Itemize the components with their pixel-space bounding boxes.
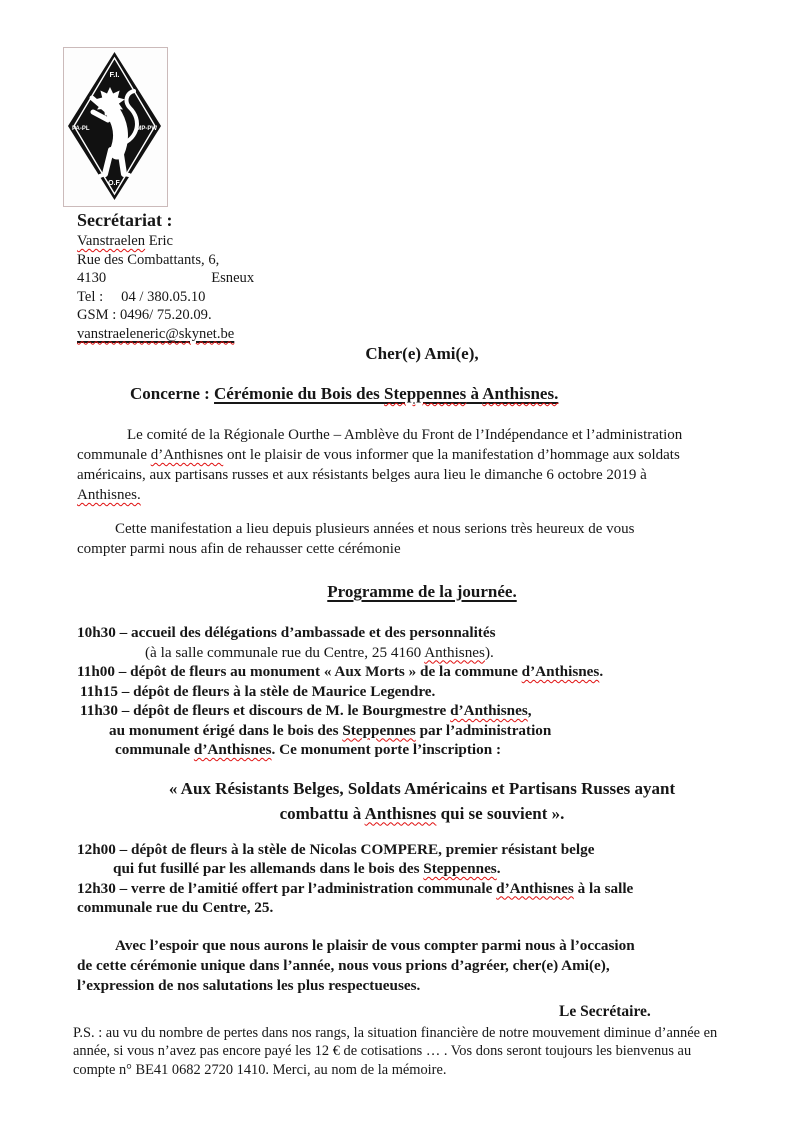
text-line bbox=[77, 776, 767, 801]
text-run: Tel : bbox=[77, 288, 104, 305]
text-line bbox=[77, 662, 767, 682]
salutation: Cher(e) Ami(e), bbox=[365, 344, 479, 363]
text-run: compter parmi nous afin de rehausser cette cérémonie bbox=[77, 541, 401, 557]
spellcheck-flagged-word: d’Anthisnes bbox=[450, 702, 528, 719]
text-line bbox=[77, 898, 767, 918]
text-run: Avec l’espoir que nous aurons le plaisir de vous compter parmi nous à l’occasion bbox=[115, 936, 635, 954]
spellcheck-flagged-word: Vanstraelen bbox=[77, 233, 146, 249]
text-line bbox=[77, 539, 767, 559]
fi-lion-emblem-icon bbox=[64, 48, 165, 204]
spellcheck-flagged-word: Anthisnes bbox=[424, 643, 485, 661]
text-line bbox=[77, 269, 767, 288]
text-run: , bbox=[527, 702, 532, 719]
text-run: 12h30 – verre de l’amitié offert par l’administration communale bbox=[77, 879, 497, 897]
text-line bbox=[77, 721, 767, 741]
text-run: 11h15 – dépôt de fleurs à la stèle de Maurice Legendre. bbox=[80, 682, 436, 700]
text-line bbox=[77, 485, 767, 505]
spellcheck-flagged-word: d’Anthisnes bbox=[496, 879, 574, 897]
emblem-text-bottom: O.F. bbox=[108, 180, 121, 187]
text-run: combattu à bbox=[279, 803, 365, 823]
text-line bbox=[77, 232, 767, 251]
spellcheck-flagged-word: Steppennes bbox=[342, 721, 416, 739]
text-run: compte n° BE41 0682 2720 1410. Merci, au nom de la mémoire. bbox=[73, 1061, 447, 1078]
text-run: qui fut fusillé par les allemands dans le bois des bbox=[113, 860, 424, 877]
text-line bbox=[77, 623, 767, 643]
signature: Le Secrétaire. bbox=[559, 1002, 651, 1020]
postscript bbox=[73, 1024, 767, 1080]
spellcheck-flagged-word: Anthisnes bbox=[364, 803, 437, 823]
program-heading-text: Programme de la journée. bbox=[327, 582, 517, 601]
monument-inscription bbox=[77, 776, 767, 826]
text-line bbox=[77, 936, 767, 956]
text-line bbox=[73, 1024, 767, 1043]
text-run: 04 / 380.05.10 bbox=[121, 288, 206, 305]
text-run: . Ce monument porte l’inscription : bbox=[271, 741, 502, 758]
text-line bbox=[77, 288, 767, 307]
program-schedule-noon bbox=[77, 840, 767, 918]
text-run: communale bbox=[77, 447, 151, 463]
text-line bbox=[77, 519, 767, 539]
text-line bbox=[77, 701, 767, 721]
text-run: américains, aux partisans russes et aux résistants belges aura lieu le dimanche 6 octobre 2019 à bbox=[77, 467, 647, 483]
paragraph-invitation bbox=[77, 519, 767, 559]
text-line bbox=[73, 1061, 767, 1080]
emblem-text-top: F.I. bbox=[109, 70, 120, 79]
text-run: Concerne : bbox=[130, 384, 215, 403]
spellcheck-flagged-word: d’Anthisnes bbox=[193, 741, 272, 758]
text-run: l’expression de nos salutations les plus respectueuses. bbox=[77, 976, 421, 994]
spellcheck-flagged-word: Anthisnes. bbox=[77, 487, 141, 503]
text-line bbox=[77, 306, 767, 325]
text-line bbox=[77, 740, 767, 760]
subject-line bbox=[77, 383, 767, 405]
text-run: Le comité de la Régionale Ourthe – Amblève du Front de l’Indépendance et l’administration bbox=[127, 427, 683, 443]
text-run: 11h30 – dépôt de fleurs et discours de M. le Bourgmestre bbox=[80, 702, 451, 719]
spellcheck-flagged-word: Steppennes bbox=[423, 860, 497, 877]
text-line bbox=[77, 425, 767, 445]
text-line bbox=[130, 383, 767, 405]
spellcheck-flagged-word: vanstraeleneric@skynet.be bbox=[77, 325, 235, 342]
text-run: . bbox=[496, 860, 501, 877]
text-run: à la salle bbox=[573, 879, 634, 897]
text-run: ont le plaisir de vous informer que la manifestation d’hommage aux soldats bbox=[223, 447, 680, 463]
text-run: 12h00 – dépôt de fleurs à la stèle de Nicolas COMPERE, premier résistant belge bbox=[77, 840, 595, 858]
text-line bbox=[77, 956, 767, 976]
text-line bbox=[77, 251, 767, 270]
text-run: . bbox=[599, 663, 604, 680]
paragraph-introduction bbox=[77, 425, 767, 505]
text-run: Esneux bbox=[211, 270, 255, 286]
emblem-text-right: MP-PW bbox=[136, 126, 157, 132]
text-run: Cérémonie du Bois des bbox=[214, 384, 385, 403]
spellcheck-flagged-word: Steppennes bbox=[384, 384, 467, 403]
spellcheck-flagged-word bbox=[384, 384, 466, 403]
text-run: qui se souvient ». bbox=[436, 803, 565, 823]
spellcheck-flagged-word bbox=[77, 326, 234, 342]
text-line bbox=[77, 840, 767, 860]
text-run: à bbox=[466, 384, 483, 403]
text-line bbox=[77, 801, 767, 826]
organization-logo bbox=[63, 47, 168, 207]
spellcheck-flagged-word: Anthisnes. bbox=[482, 384, 559, 403]
text-line bbox=[77, 879, 767, 899]
text-run: Cette manifestation a lieu depuis plusieurs années et nous serions très heureux de vous bbox=[115, 521, 635, 537]
text-line bbox=[73, 1042, 767, 1061]
text-run: communale bbox=[115, 741, 194, 758]
emblem-text-left: PA-PL bbox=[72, 126, 90, 132]
secretariat-details bbox=[77, 232, 767, 343]
spellcheck-flagged-word bbox=[482, 384, 558, 403]
spellcheck-flagged-word: d’Anthisnes bbox=[150, 447, 224, 463]
text-run: 11h00 – dépôt de fleurs au monument « Aux Morts » de la commune bbox=[77, 663, 522, 680]
text-line bbox=[77, 445, 767, 465]
text-line bbox=[77, 465, 767, 485]
spellcheck-flagged-word: d’Anthisnes bbox=[521, 663, 600, 680]
text-run: (à la salle communale rue du Centre, 25 4160 bbox=[145, 643, 425, 661]
text-run: 10h30 – accueil des délégations d’ambassade et des personnalités bbox=[77, 624, 496, 641]
text-line bbox=[77, 643, 767, 663]
text-run: « Aux Résistants Belges, Soldats Américains et Partisans Russes ayant bbox=[168, 778, 676, 798]
text-run: au monument érigé dans le bois des bbox=[109, 721, 343, 739]
program-schedule-morning bbox=[77, 623, 767, 760]
text-run: de cette cérémonie unique dans l’année, nous vous prions d’agréer, cher(e) Ami(e), bbox=[77, 956, 610, 974]
text-run: P.S. : au vu du nombre de pertes dans nos rangs, la situation financière de notre mouvement diminue d’année en bbox=[73, 1024, 718, 1041]
text-line bbox=[77, 325, 767, 344]
text-run: Eric bbox=[145, 233, 174, 249]
text-run: par l’administration bbox=[415, 721, 552, 739]
secretariat-heading: Secrétariat : bbox=[77, 210, 173, 230]
text-run: Rue des Combattants, 6, bbox=[77, 251, 220, 268]
text-line bbox=[77, 976, 767, 996]
text-line bbox=[77, 682, 767, 702]
text-run: 4130 bbox=[77, 270, 107, 286]
text-run: communale rue du Centre, 25. bbox=[77, 899, 274, 916]
text-run: GSM : 0496/ 75.20.09. bbox=[77, 307, 212, 323]
text-run: ). bbox=[484, 643, 494, 661]
closing-paragraph bbox=[77, 936, 767, 996]
text-run: année, si vous n’avez pas encore payé les 12 € de cotisations … . Vos dons seront toujours les bienvenus au bbox=[73, 1043, 692, 1059]
text-line bbox=[77, 859, 767, 879]
program-heading bbox=[77, 581, 767, 603]
